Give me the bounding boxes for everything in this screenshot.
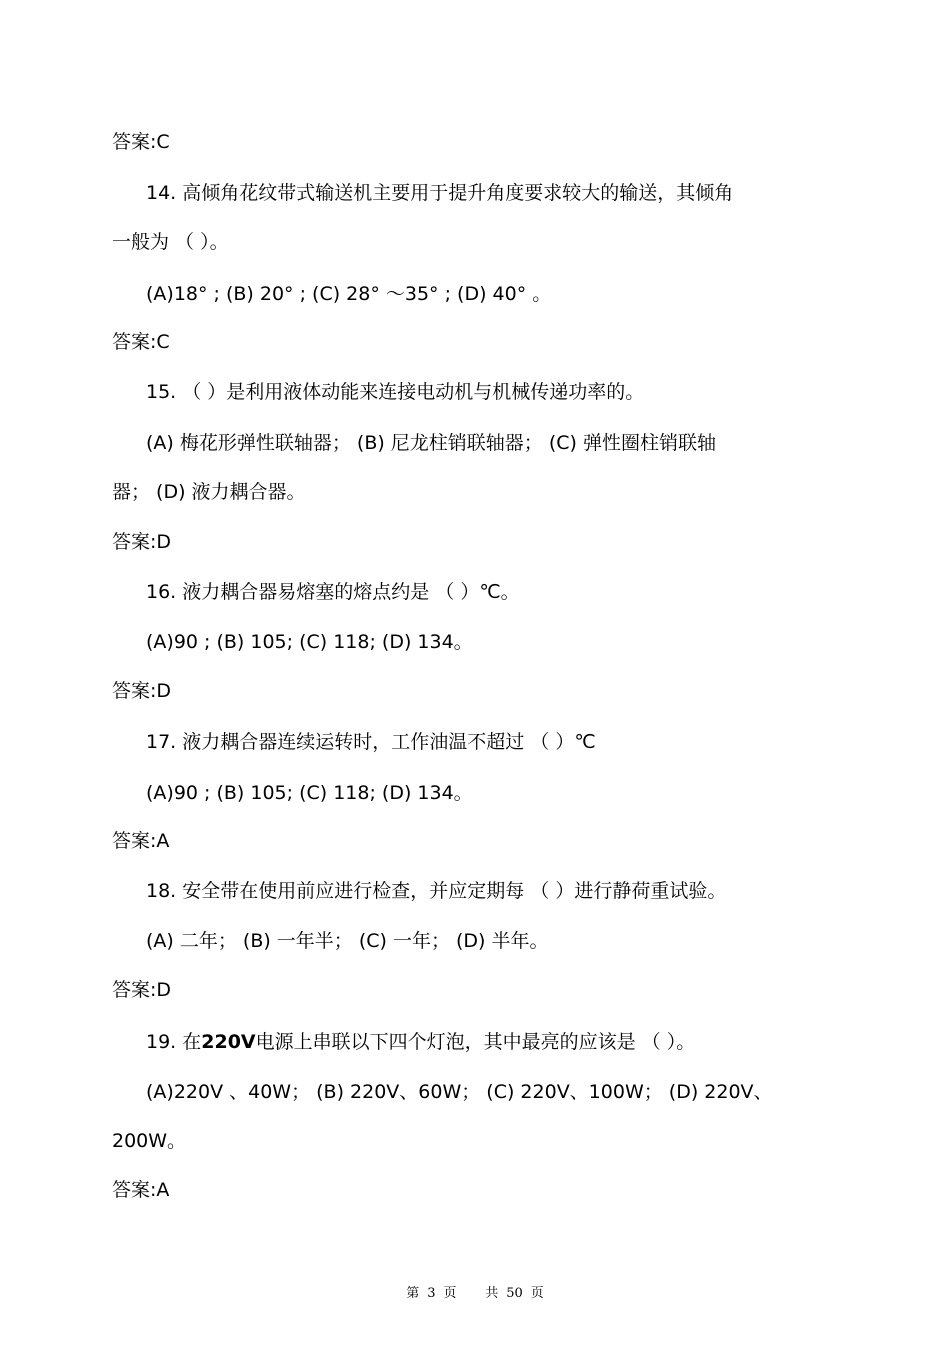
question-19-suffix: 电源上串联以下四个灯泡，其中最亮的应该是 （ ）。 bbox=[255, 1031, 696, 1053]
answer-13: 答案:C bbox=[112, 131, 170, 153]
question-17: 17. 液力耦合器连续运转时，工作油温不超过 （ ）℃ bbox=[146, 731, 596, 753]
question-18: 18. 安全带在使用前应进行检查，并应定期每 （ ）进行静荷重试验。 bbox=[146, 880, 727, 902]
question-19-prefix: 19. 在 bbox=[146, 1031, 202, 1053]
options-14: (A)18° ; (B) 20° ; (C) 28° ～35° ; (D) 40° 。 bbox=[146, 283, 552, 305]
options-19-line-2: 200W。 bbox=[112, 1130, 187, 1152]
options-18: (A) 二年； (B) 一年半； (C) 一年； (D) 半年。 bbox=[146, 930, 549, 952]
footer-page-label-pre: 第 bbox=[406, 1286, 420, 1301]
options-15-line-1: (A) 梅花形弹性联轴器； (B) 尼龙柱销联轴器； (C) 弹性圈柱销联轴 bbox=[146, 432, 716, 454]
question-19-voltage: 220V bbox=[201, 1031, 256, 1053]
options-17: (A)90 ; (B) 105; (C) 118; (D) 134。 bbox=[146, 782, 473, 804]
footer-total-number: 50 bbox=[506, 1286, 523, 1301]
footer-page-label-mid: 页 bbox=[443, 1286, 457, 1301]
footer-page-number: 3 bbox=[427, 1286, 436, 1301]
answer-15: 答案:D bbox=[112, 531, 172, 553]
answer-19: 答案:A bbox=[112, 1179, 170, 1201]
question-19 bbox=[146, 1030, 695, 1054]
footer-total-post: 页 bbox=[530, 1286, 544, 1301]
answer-16: 答案:D bbox=[112, 680, 172, 702]
question-14-line-1: 14. 高倾角花纹带式输送机主要用于提升角度要求较大的输送，其倾角 bbox=[146, 182, 734, 204]
question-15: 15. （ ）是利用液体动能来连接电动机与机械传递功率的。 bbox=[146, 381, 645, 403]
options-19-line-1: (A)220V 、40W； (B) 220V、60W； (C) 220V、100W； (D) 220V、 bbox=[146, 1081, 773, 1103]
question-14-line-2: 一般为 （ ）。 bbox=[112, 231, 229, 253]
answer-18: 答案:D bbox=[112, 979, 172, 1001]
footer-total-pre: 共 bbox=[485, 1286, 499, 1301]
answer-14: 答案:C bbox=[112, 331, 170, 353]
answer-17: 答案:A bbox=[112, 830, 170, 852]
options-16: (A)90 ; (B) 105; (C) 118; (D) 134。 bbox=[146, 631, 473, 653]
page-footer bbox=[0, 1282, 950, 1301]
question-16: 16. 液力耦合器易熔塞的熔点约是 （ ）℃。 bbox=[146, 581, 520, 603]
options-15-line-2: 器； (D) 液力耦合器。 bbox=[112, 481, 306, 503]
